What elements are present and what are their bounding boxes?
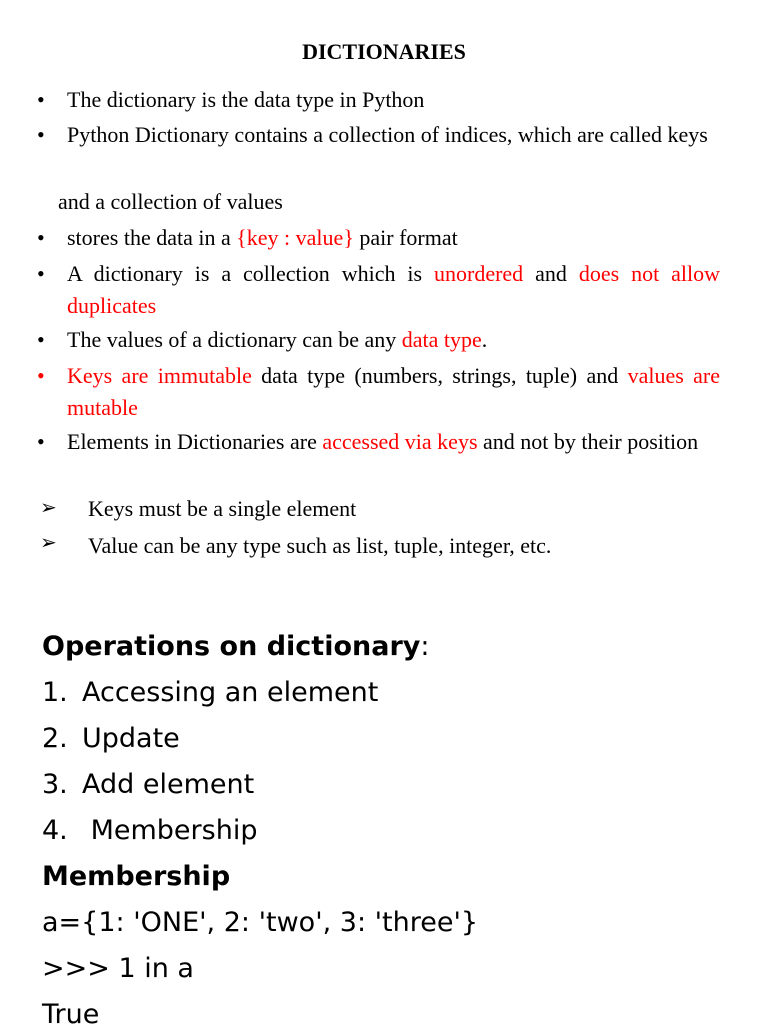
bullet-text: The values of a dictionary can be any <box>67 327 402 352</box>
bullet-item <box>37 119 720 151</box>
highlight-text: {key : value} <box>236 225 354 250</box>
bullet-item <box>37 258 720 322</box>
highlight-text: Keys are immutable <box>67 363 252 388</box>
bullet-dot: • <box>37 87 45 112</box>
bullet-item <box>37 84 720 116</box>
operation-label: Accessing an element <box>82 677 379 708</box>
bullet-text: Elements in Dictionaries are <box>67 429 323 454</box>
bullet-item <box>37 360 720 424</box>
bullet-dot: • <box>37 429 45 454</box>
arrow-bullet-icon: ➢ <box>40 497 57 519</box>
code-result: True <box>42 999 100 1030</box>
sub-bullet-text: Keys must be a single element <box>88 496 357 521</box>
operation-label: Update <box>82 723 180 754</box>
highlight-text: values are mutable <box>67 363 720 420</box>
bullet-text: and <box>523 261 579 286</box>
operation-item <box>42 676 378 710</box>
highlight-text: unordered <box>434 261 524 286</box>
sub-bullet-text: Value can be any type such as list, tuple, integer, etc. <box>88 533 552 558</box>
highlight-text: does not allow duplicates <box>67 261 720 318</box>
bullet-dot: • <box>37 363 45 388</box>
bullet-item <box>37 324 720 356</box>
operation-item <box>42 768 254 802</box>
bullet-dot: • <box>37 122 45 147</box>
code-line: >>> 1 in a <box>42 953 194 984</box>
highlight-text: accessed via keys <box>322 429 478 454</box>
code-line: a={1: 'ONE', 2: 'two', 3: 'three'} <box>42 907 479 938</box>
operation-label: Membership <box>82 815 258 846</box>
operation-label: Add element <box>82 769 255 800</box>
list-number: 3. <box>42 769 68 800</box>
bullet-dot: • <box>37 261 45 286</box>
page-title: DICTIONARIES <box>302 39 466 64</box>
bullet-text: A dictionary is a collection which is <box>67 261 434 286</box>
operation-item <box>42 722 180 756</box>
bullet-text: . <box>481 327 488 352</box>
bullet-text: pair format <box>353 225 458 250</box>
bullet-text: The dictionary is the data type in Python <box>67 87 425 112</box>
arrow-bullet-icon: ➢ <box>40 532 57 554</box>
bullet-dot: • <box>37 327 45 352</box>
continuation-text: and a collection of values <box>58 189 283 214</box>
membership-heading: Membership <box>42 861 231 892</box>
bullet-text: Python Dictionary contains a collection of indices, which are called keys <box>67 122 708 147</box>
heading-colon: : <box>420 631 430 662</box>
operation-item <box>42 814 257 848</box>
operations-heading-text: Operations on dictionary <box>42 631 421 662</box>
list-number: 1. <box>42 677 68 708</box>
bullet-text: stores the data in a <box>67 225 237 250</box>
list-number: 4. <box>42 815 68 846</box>
bullet-dot: • <box>37 225 45 250</box>
bullet-text: and not by their position <box>477 429 699 454</box>
highlight-text: data type <box>401 327 482 352</box>
bullet-item <box>37 222 720 254</box>
operations-heading <box>42 630 429 664</box>
bullet-item <box>37 426 720 458</box>
bullet-text: data type (numbers, strings, tuple) and <box>251 363 628 388</box>
list-number: 2. <box>42 723 68 754</box>
